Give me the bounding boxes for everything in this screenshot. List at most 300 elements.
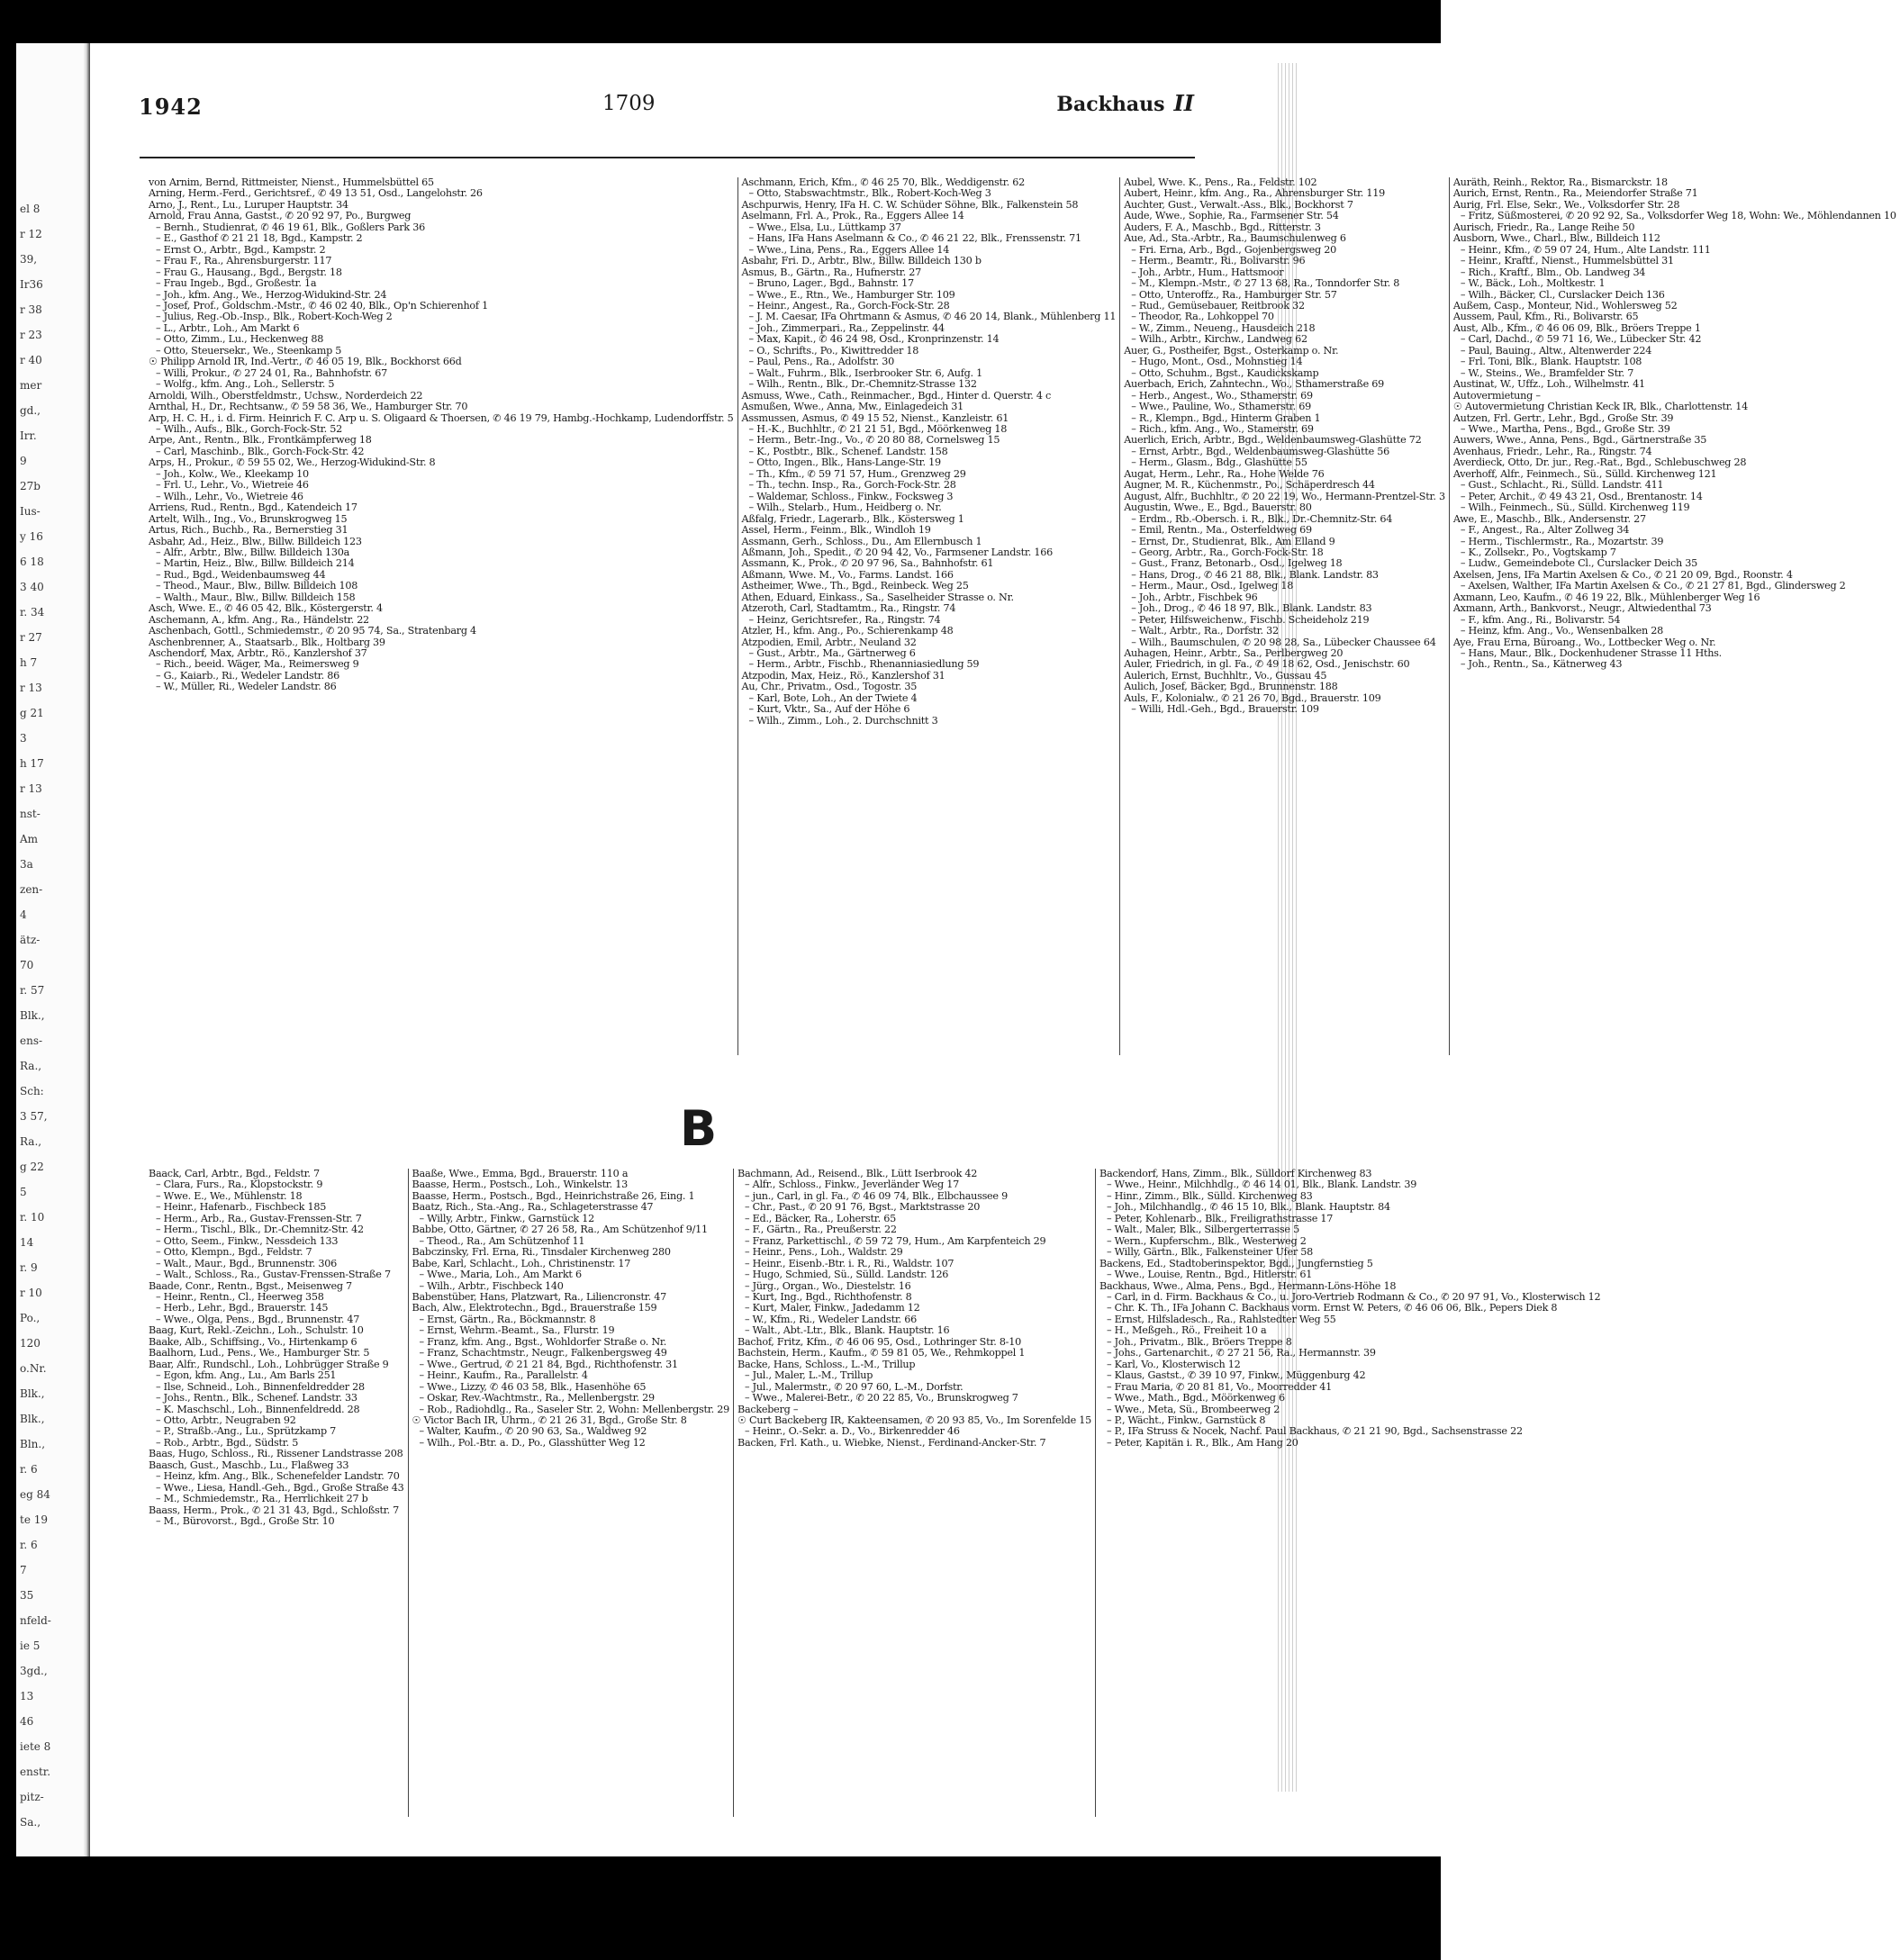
directory-entry: Baake, Alb., Schiffsing., Vo., Hirtenkamp 6 bbox=[149, 1335, 357, 1348]
directory-entry: – Chr. K. Th., IFa Johann C. Backhaus vorm. Ernst W. Peters, ✆ 46 06 06, Blk., Pepers Diek 8 bbox=[1106, 1302, 1558, 1314]
page-header bbox=[58, 90, 1194, 126]
directory-entry: – Otto, Ingen., Blk., Hans-Lange-Str. 19 bbox=[748, 456, 941, 469]
directory-entry: Auchter, Gust., Verwalt.-Ass., Blk., Bockhorst 7 bbox=[1124, 198, 1353, 211]
directory-entry: – Wilh., Stelarb., Hum., Heidberg o. Nr. bbox=[748, 501, 942, 514]
directory-entry: Baar, Alfr., Rundschl., Loh., Lohbrügger Straße 9 bbox=[149, 1358, 389, 1370]
directory-entry: – Walt., Maler, Blk., Silbergerterrasse 5 bbox=[1106, 1224, 1299, 1236]
directory-entry: – Rud., Gemüsebauer, Reitbrook 32 bbox=[1131, 299, 1305, 312]
directory-entry: Arpe, Ant., Rentn., Blk., Frontkämpferweg 18 bbox=[149, 434, 372, 447]
directory-entry: Babe, Karl, Schlacht., Loh., Christinenstr. 17 bbox=[412, 1257, 631, 1269]
directory-entry: Aubert, Heinr., kfm. Ang., Ra., Ahrensburger Str. 119 bbox=[1124, 187, 1386, 200]
directory-entry: Asmus, B., Gärtn., Ra., Hufnerstr. 27 bbox=[741, 266, 921, 278]
directory-entry: – K., Postbtr., Blk., Schenef. Landstr. 158 bbox=[748, 445, 948, 457]
directory-entry: Assmann, Gerh., Schloss., Du., Am Ellernbusch 1 bbox=[741, 535, 982, 547]
directory-entry: – Herm., Arbtr., Fischb., Rhenanniasiedlung 59 bbox=[748, 658, 980, 671]
directory-entry: – Wwe., Lizzy, ✆ 46 03 58, Blk., Hasenhöhe 65 bbox=[419, 1380, 647, 1393]
directory-entry: – Johs., Rentn., Blk., Schenef. Landstr. 33 bbox=[156, 1392, 357, 1405]
directory-entry: – Joh., Zimmerpari., Ra., Zeppelinstr. 44 bbox=[748, 321, 945, 334]
facing-page-fragment: r 40 bbox=[20, 354, 42, 366]
directory-entry: – Wilh., Aufs., Blk., Gorch-Fock-Str. 52 bbox=[156, 422, 342, 435]
facing-page-fragment: r 13 bbox=[20, 682, 42, 694]
directory-entry: Astheimer, Wwe., Th., Bgd., Reinbeck. Weg 25 bbox=[741, 580, 969, 592]
directory-entry: – Ernst, Gärtn., Ra., Böckmannstr. 8 bbox=[419, 1313, 596, 1325]
directory-entry: – Willi, Hdl.-Geh., Bgd., Brauerstr. 109 bbox=[1131, 703, 1319, 716]
directory-entry: Aßmann, Joh., Spedit., ✆ 20 94 42, Vo., Farmsener Landstr. 166 bbox=[741, 546, 1053, 558]
facing-page-fragment: o.Nr. bbox=[20, 1362, 47, 1375]
directory-entry: – M., Schmiedemstr., Ra., Herrlichkeit 27 b bbox=[156, 1493, 368, 1505]
directory-entry: – Bernh., Studienrat, ✆ 46 19 61, Blk., Goßlers Park 36 bbox=[156, 221, 425, 233]
directory-entry: – Wwe., Lina, Pens., Ra., Eggers Allee 14 bbox=[748, 243, 950, 256]
directory-entry: – Otto, Seem., Finkw., Nessdeich 133 bbox=[156, 1234, 339, 1247]
directory-entry: Baade, Conr., Rentn., Bgst., Meisenweg 7 bbox=[149, 1279, 352, 1292]
directory-entry: – Walt., Abt.-Ltr., Blk., Blank. Hauptstr. 16 bbox=[744, 1324, 950, 1337]
directory-entry: Auerbach, Erich, Zahntechn., Wo., Sthamerstraße 69 bbox=[1124, 378, 1385, 391]
directory-entry: – Paul, Pens., Ra., Adolfstr. 30 bbox=[748, 356, 894, 368]
directory-entry: – Walth., Maur., Blw., Billw. Billdeich 158 bbox=[156, 591, 356, 603]
directory-entry: – Rob., Radiohdlg., Ra., Saseler Str. 2, Wohn: Mellenbergstr. 29 bbox=[419, 1403, 729, 1415]
directory-entry: – Jul., Malermstr., ✆ 20 97 60, L.-M., Dorfstr. bbox=[744, 1380, 964, 1393]
facing-page-fragment: Sa., bbox=[20, 1816, 41, 1829]
directory-entry: – Heinr., Kraftf., Nienst., Hummelsbüttel 31 bbox=[1460, 255, 1674, 267]
directory-entry: – Chr., Past., ✆ 20 91 76, Bgst., Marktstrasse 20 bbox=[744, 1201, 981, 1214]
directory-entry: Backeberg – bbox=[737, 1403, 799, 1415]
directory-entry: Aßmann, Wwe. M., Vo., Farms. Landst. 166 bbox=[741, 568, 954, 581]
directory-entry: – Ernst, Dr., Studienrat, Blk., Am Elland 9 bbox=[1131, 535, 1335, 547]
directory-entry: – F., Gärtn., Ra., Preußerstr. 22 bbox=[744, 1224, 897, 1236]
facing-page-fragment: 3gd., bbox=[20, 1665, 48, 1677]
directory-entry: – Wwe., E., Rtn., We., Hamburger Str. 109 bbox=[748, 288, 955, 301]
directory-entry: – Hinr., Zimm., Blk., Sülld. Kirchenweg 83 bbox=[1106, 1189, 1313, 1202]
directory-entry: Asmuss, Wwe., Cath., Reinmacher., Bgd., Hinter d. Querstr. 4 c bbox=[741, 389, 1052, 402]
directory-entry: – Joh., Rentn., Sa., Kätnerweg 43 bbox=[1460, 658, 1623, 671]
facing-page-fragment: r 10 bbox=[20, 1287, 42, 1299]
directory-entry: Auer, G., Postheifer, Bgst., Osterkamp o. Nr. bbox=[1124, 344, 1339, 357]
directory-entry: von Arnim, Bernd, Rittmeister, Nienst., Hummelsbüttel 65 bbox=[149, 176, 434, 188]
directory-entry: Arnold, Frau Anna, Gastst., ✆ 20 92 97, Po., Burgweg bbox=[149, 210, 412, 222]
directory-entry: – K., Zollsekr., Po., Vogtskamp 7 bbox=[1460, 546, 1616, 558]
directory-entry: Bachmann, Ad., Reisend., Blk., Lütt Iserbrook 42 bbox=[737, 1168, 978, 1179]
directory-entry: Aschpurwis, Henry, IFa H. C. W. Schüder Söhne, Blk., Falkenstein 58 bbox=[741, 198, 1079, 211]
directory-entry: – Frau G., Hausang., Bgd., Bergstr. 18 bbox=[156, 266, 342, 278]
header-section bbox=[1056, 90, 1194, 116]
directory-entry: – Frau Maria, ✆ 20 81 81, Vo., Moorredder 41 bbox=[1106, 1380, 1332, 1393]
directory-entry: Axmann, Arth., Bankvorst., Neugr., Altwiedenthal 73 bbox=[1452, 602, 1712, 615]
directory-entry: – Axelsen, Walther, IFa Martin Axelsen & Co., ✆ 21 27 81, Bgd., Glindersweg 2 bbox=[1460, 580, 1846, 592]
directory-entry: – Otto, Steuersekr., We., Steenkamp 5 bbox=[156, 344, 342, 357]
directory-entry: – Wwe., Gertrud, ✆ 21 21 84, Bgd., Richthofenstr. 31 bbox=[419, 1358, 678, 1370]
directory-entry: Aude, Wwe., Sophie, Ra., Farmsener Str. 54 bbox=[1124, 210, 1339, 222]
facing-page-fragment: 6 18 bbox=[20, 555, 44, 568]
directory-entry: – Wilh., Bäcker, Cl., Curslacker Deich 136 bbox=[1460, 288, 1665, 301]
directory-entry: – Otto, Schuhm., Bgst., Kaudickskamp bbox=[1131, 366, 1319, 379]
directory-entry: – M., Bürovorst., Bgd., Große Str. 10 bbox=[156, 1515, 335, 1528]
directory-entry: ☉ Victor Bach IR, Uhrm., ✆ 21 26 31, Bgd., Große Str. 8 bbox=[412, 1414, 687, 1426]
directory-entry: – Jul., Maler, L.-M., Trillup bbox=[744, 1369, 873, 1382]
directory-entry: – Wolfg., kfm. Ang., Loh., Sellerstr. 5 bbox=[156, 378, 335, 391]
directory-entry: Auler, Friedrich, in gl. Fa., ✆ 49 18 62, Osd., Jenischstr. 60 bbox=[1124, 658, 1410, 671]
directory-entry: – Herm., Tischl., Blk., Dr.-Chemnitz-Str. 42 bbox=[156, 1224, 364, 1236]
directory-entry: Bach, Alw., Elektrotechn., Bgd., Brauerstraße 159 bbox=[412, 1302, 657, 1314]
facing-page-fragment: 3a bbox=[20, 858, 33, 871]
directory-entry: – Klaus, Gastst., ✆ 39 10 97, Finkw., Müggenburg 42 bbox=[1106, 1369, 1366, 1382]
directory-entry: – Julius, Reg.-Ob.-Insp., Blk., Robert-Koch-Weg 2 bbox=[156, 311, 393, 323]
directory-entry: – Theod., Ra., Am Schützenhof 11 bbox=[419, 1234, 585, 1247]
directory-entry: – Frl. Toni, Blk., Blank. Hauptstr. 108 bbox=[1460, 356, 1642, 368]
facing-page-fragment: r. 9 bbox=[20, 1261, 38, 1274]
directory-entry: – Rud., Bgd., Weidenbaumsweg 44 bbox=[156, 568, 326, 581]
directory-entry: – O., Schrifts., Po., Kiwittredder 18 bbox=[748, 344, 919, 357]
directory-entry: – Josef, Prof., Goldschm.-Mstr., ✆ 46 02 40, Blk., Op'n Schierenhof 1 bbox=[156, 299, 488, 312]
scanner-border-bottom bbox=[0, 1856, 1441, 1960]
directory-entry: Auräth, Reinh., Rektor, Ra., Bismarckstr. 18 bbox=[1452, 176, 1668, 188]
directory-entry: ☉ Philipp Arnold IR, Ind.-Vertr., ✆ 46 05 19, Blk., Bockhorst 66d bbox=[149, 356, 462, 368]
entry-column-3 bbox=[733, 1169, 1095, 1817]
directory-entry: Auhagen, Heinr., Arbtr., Sa., Perlbergweg 20 bbox=[1124, 647, 1344, 660]
directory-entry: ☉ Curt Backeberg IR, Kakteensamen, ✆ 20 93 85, Vo., Im Sorenfelde 15 bbox=[737, 1414, 1091, 1426]
directory-entry: – L., Arbtr., Loh., Am Markt 6 bbox=[156, 321, 300, 334]
directory-entry: – Otto, Stabswachtmstr., Blk., Robert-Koch-Weg 3 bbox=[748, 187, 991, 200]
directory-entry: Arnoldi, Wilh., Oberstfeldmstr., Uchsw., Norderdeich 22 bbox=[149, 389, 423, 402]
directory-entry: Baasch, Gust., Maschb., Lu., Flaßweg 33 bbox=[149, 1459, 349, 1471]
directory-entry: Aust, Alb., Kfm., ✆ 46 06 09, Blk., Bröers Treppe 1 bbox=[1452, 321, 1701, 334]
facing-page-fragment: Ir36 bbox=[20, 278, 43, 291]
directory-entry: Aßfalg, Friedr., Lagerarb., Blk., Köstersweg 1 bbox=[741, 512, 964, 525]
directory-entry: Aulich, Josef, Bäcker, Bgd., Brunnenstr. 188 bbox=[1124, 681, 1338, 693]
facing-page-fragment: Irr. bbox=[20, 429, 37, 442]
facing-page-fragment: 13 bbox=[20, 1690, 34, 1703]
directory-entry: Baatz, Rich., Sta.-Ang., Ra., Schlageterstrasse 47 bbox=[412, 1201, 654, 1214]
directory-entry: Babenstüber, Hans, Platzwart, Ra., Liliencronstr. 47 bbox=[412, 1290, 666, 1303]
directory-entry: Avenhaus, Friedr., Lehr., Ra., Ringstr. 74 bbox=[1452, 445, 1652, 457]
directory-entry: – Joh., Privatm., Blk., Bröers Treppe 8 bbox=[1106, 1335, 1292, 1348]
directory-entry: – Th., Kfm., ✆ 59 71 57, Hum., Grenzweg 29 bbox=[748, 467, 966, 480]
directory-entry: Atzpodin, Max, Heiz., Rö., Kanzlershof 31 bbox=[741, 669, 945, 682]
directory-entry: – Johs., Gartenarchit., ✆ 27 21 56, Ra., Hermannstr. 39 bbox=[1106, 1347, 1376, 1359]
directory-entry: – Joh., Arbtr., Fischbek 96 bbox=[1131, 591, 1258, 603]
directory-entry: – G., Kaiarb., Ri., Wedeler Landstr. 86 bbox=[156, 669, 339, 682]
directory-entry: – Heinz, kfm. Ang., Blk., Schenefelder Landstr. 70 bbox=[156, 1470, 400, 1483]
facing-page-fragment: g 22 bbox=[20, 1161, 44, 1173]
directory-entry: – Rich., kfm. Ang., Wo., Stamerstr. 69 bbox=[1131, 422, 1314, 435]
directory-entry: – Hugo, Schmied, Sü., Sülld. Landstr. 126 bbox=[744, 1269, 949, 1281]
facing-page-fragment: mer bbox=[20, 379, 42, 392]
section-letter: B bbox=[680, 1100, 718, 1157]
directory-entry: – Heinr., Kaufm., Ra., Parallelstr. 4 bbox=[419, 1369, 588, 1382]
directory-entry: – Erdm., Rb.-Obersch. i. R., Blk., Dr.-Chemnitz-Str. 64 bbox=[1131, 512, 1393, 525]
facing-page-fragment: 46 bbox=[20, 1715, 34, 1728]
directory-entry: Aselmann, Frl. A., Prok., Ra., Eggers Allee 14 bbox=[741, 210, 964, 222]
directory-entry: Außem, Casp., Monteur, Nid., Wohlersweg 52 bbox=[1452, 299, 1678, 312]
directory-entry: – Wwe., Liesa, Handl.-Geh., Bgd., Große Straße 43 bbox=[156, 1481, 404, 1494]
directory-entry: – Frau F., Ra., Ahrensburgerstr. 117 bbox=[156, 255, 332, 267]
directory-entry: – Kurt, Ing., Bgd., Richthofenstr. 8 bbox=[744, 1290, 912, 1303]
directory-entry: – H., Meßgeh., Rö., Freiheit 10 a bbox=[1106, 1324, 1267, 1337]
directory-entry: Assmann, K., Prok., ✆ 20 97 96, Sa., Bahnhofstr. 61 bbox=[741, 557, 994, 570]
facing-page-fragment: nst- bbox=[20, 808, 41, 820]
facing-page-fragment: r. 34 bbox=[20, 606, 45, 619]
directory-entry: – Ernst, Arbtr., Bgd., Weldenbaumsweg-Glashütte 56 bbox=[1131, 445, 1390, 457]
directory-entry: – Peter, Archit., ✆ 49 43 21, Osd., Brentanostr. 14 bbox=[1460, 490, 1703, 502]
directory-entry: – Heinz, kfm. Ang., Vo., Wensenbalken 28 bbox=[1460, 625, 1663, 637]
directory-entry: – Joh., Arbtr., Hum., Hattsmoor bbox=[1131, 266, 1284, 278]
facing-page-fragment: r. 10 bbox=[20, 1211, 45, 1224]
directory-entry: – Martin, Heiz., Blw., Billw. Billdeich 214 bbox=[156, 557, 355, 570]
directory-entry: Aschendorf, Max, Arbtr., Rö., Kanzlershof 37 bbox=[149, 647, 367, 660]
directory-entry: – E., Gasthof ✆ 21 21 18, Bgd., Kampstr. 2 bbox=[156, 232, 363, 245]
directory-entry: – Herm., Betr.-Ing., Vo., ✆ 20 80 88, Cornelsweg 15 bbox=[748, 434, 1000, 447]
directory-entry: Arning, Herm.-Ferd., Gerichtsref., ✆ 49 13 51, Osd., Langelohstr. 26 bbox=[149, 187, 483, 200]
directory-entry: – Hugo, Mont., Osd., Mohnstieg 14 bbox=[1131, 356, 1303, 368]
facing-page-fragment: nfeld- bbox=[20, 1614, 51, 1627]
directory-entry: – Joh., kfm. Ang., We., Herzog-Widukind-Str. 24 bbox=[156, 288, 387, 301]
directory-entry: – Paul, Bauing., Altw., Altenwerder 224 bbox=[1460, 344, 1652, 357]
facing-page-fragment: zen- bbox=[20, 883, 43, 896]
facing-page-fragment: Am bbox=[20, 833, 39, 845]
directory-entry: – Karl, Bote, Loh., An der Twiete 4 bbox=[748, 691, 918, 704]
facing-page-fragment: 35 bbox=[20, 1589, 34, 1602]
directory-entry: – Carl, in d. Firm. Backhaus & Co., u. Joro-Vertrieb Rodmann & Co., ✆ 20 97 91, Vo., Klosterwisch 12 bbox=[1106, 1290, 1601, 1303]
directory-entry: Aulerich, Ernst, Buchhltr., Vo., Gussau 45 bbox=[1124, 669, 1327, 682]
directory-entry: – Carl, Dachd., ✆ 59 71 16, We., Lübecker Str. 42 bbox=[1460, 333, 1702, 346]
directory-entry: – Wwe., Math., Bgd., Möörkenweg 6 bbox=[1106, 1392, 1285, 1405]
directory-entry: – F., kfm. Ang., Ri., Bolivarstr. 54 bbox=[1460, 613, 1621, 626]
directory-entry: Auwers, Wwe., Anna, Pens., Bgd., Gärtnerstraße 35 bbox=[1452, 434, 1707, 447]
directory-entry: – Ernst O., Arbtr., Bgd., Kampstr. 2 bbox=[156, 243, 326, 256]
directory-entry: Asbahr, Ad., Heiz., Blw., Billw. Billdeich 123 bbox=[149, 535, 362, 547]
facing-page-fragment: Ra., bbox=[20, 1135, 42, 1148]
directory-entry: – Karl, Vo., Klosterwisch 12 bbox=[1106, 1358, 1241, 1370]
directory-entry: Babczinsky, Frl. Erna, Ri., Tinsdaler Kirchenweg 280 bbox=[412, 1246, 671, 1259]
directory-entry: – Gust., Franz, Betonarb., Osd., Igelweg 18 bbox=[1131, 557, 1343, 570]
directory-entry: – Heinr., Hafenarb., Fischbeck 185 bbox=[156, 1201, 327, 1214]
directory-entry: – Walt., Maur., Bgd., Brunnenstr. 306 bbox=[156, 1257, 337, 1269]
directory-entry: Baack, Carl, Arbtr., Bgd., Feldstr. 7 bbox=[149, 1168, 320, 1179]
facing-page-fragment: Ra., bbox=[20, 1060, 42, 1072]
directory-entry: – Joh., Drog., ✆ 46 18 97, Blk., Blank. Landstr. 83 bbox=[1131, 602, 1372, 615]
directory-entry: Asmußen, Wwe., Anna, Mw., Einlagedeich 31 bbox=[741, 401, 964, 413]
directory-entry: – Herm., Maur., Osd., Igelweg 18 bbox=[1131, 580, 1294, 592]
directory-entry: – Wwe. E., We., Mühlenstr. 18 bbox=[156, 1189, 303, 1202]
directory-entry: Augustin, Wwe., E., Bgd., Bauerstr. 80 bbox=[1124, 501, 1312, 514]
directory-entry: Backhaus, Wwe., Alma, Pens., Bgd., Hermann-Löns-Höhe 18 bbox=[1099, 1279, 1397, 1292]
directory-entry: Aschemann, A., kfm. Ang., Ra., Händelstr. 22 bbox=[149, 613, 369, 626]
directory-entry: – Rich., Kraftf., Blm., Ob. Landweg 34 bbox=[1460, 266, 1646, 278]
facing-page-fragment: ätz- bbox=[20, 934, 41, 946]
directory-entry: Auls, F., Kolonialw., ✆ 21 26 70, Bgd., Brauerstr. 109 bbox=[1124, 691, 1381, 704]
entry-column-2 bbox=[737, 177, 1120, 1055]
directory-entry: – Wilh., Baumschulen, ✆ 20 98 28, Sa., Lübecker Chaussee 64 bbox=[1131, 636, 1436, 648]
header-section-title: Backhaus bbox=[1056, 93, 1165, 116]
directory-entry: – Fri. Erna, Arb., Bgd., Gojenbergsweg 20 bbox=[1131, 243, 1337, 256]
directory-entry: Baaße, Wwe., Emma, Bgd., Brauerstr. 110 a bbox=[412, 1168, 629, 1179]
entries-block-top bbox=[145, 176, 1896, 1055]
facing-page-fragment: enstr. bbox=[20, 1766, 51, 1778]
directory-entry: – Rich., beeid. Wäger, Ma., Reimersweg 9 bbox=[156, 658, 359, 671]
directory-entry: – Wwe., Heinr., Milchhdlg., ✆ 46 14 01, Blk., Blank. Landstr. 39 bbox=[1106, 1179, 1417, 1191]
directory-entry: – H.-K., Buchhltr., ✆ 21 21 51, Bgd., Möörkenweg 18 bbox=[748, 422, 1008, 435]
directory-entry: – Carl, Maschinb., Blk., Gorch-Fock-Str. 42 bbox=[156, 445, 365, 457]
directory-entry: August, Alfr., Buchhltr., ✆ 20 22 19, Wo., Hermann-Prentzel-Str. 3 bbox=[1124, 490, 1445, 502]
facing-page-fragment: iete 8 bbox=[20, 1740, 51, 1753]
directory-entry: – Th., techn. Insp., Ra., Gorch-Fock-Str. 28 bbox=[748, 479, 956, 492]
directory-entry: – Willy, Gärtn., Blk., Falkensteiner Ufer 58 bbox=[1106, 1246, 1314, 1259]
directory-entry: – P., Wächt., Finkw., Garnstück 8 bbox=[1106, 1414, 1266, 1426]
directory-entry: Awe, E., Maschb., Blk., Andersenstr. 27 bbox=[1452, 512, 1646, 525]
directory-entry: – Heinr., Kfm., ✆ 59 07 24, Hum., Alte Landstr. 111 bbox=[1460, 243, 1711, 256]
directory-entry: – Otto, Arbtr., Neugraben 92 bbox=[156, 1414, 296, 1426]
directory-entry: – Herb., Lehr., Bgd., Brauerstr. 145 bbox=[156, 1302, 329, 1314]
directory-entry: – Egon, kfm. Ang., Lu., Am Barls 251 bbox=[156, 1369, 337, 1382]
directory-entry: – Ilse, Schneid., Loh., Binnenfeldredder 28 bbox=[156, 1380, 365, 1393]
directory-entry: – Frau Ingeb., Bgd., Großestr. 1a bbox=[156, 277, 317, 290]
directory-entry: – P., IFa Struss & Nocek, Nachf. Paul Backhaus, ✆ 21 21 90, Bgd., Sachsenstrasse 22 bbox=[1106, 1425, 1523, 1438]
directory-entry: – R., Klempn., Bgd., Hinterm Graben 1 bbox=[1131, 411, 1321, 424]
facing-page-fragment: Po., bbox=[20, 1312, 41, 1324]
directory-entry: – Hans, Drog., ✆ 46 21 88, Blk., Blank. Landstr. 83 bbox=[1131, 568, 1379, 581]
directory-entry: – Herm., Beamtr., Ri., Bolivarstr. 96 bbox=[1131, 255, 1306, 267]
directory-entry: – Wilh., Feinmech., Sü., Sülld. Kirchenweg 119 bbox=[1460, 501, 1690, 514]
directory-entry: – W., Zimm., Neueng., Hausdeich 218 bbox=[1131, 321, 1316, 334]
directory-entry: – Walt., Fuhrm., Blk., Iserbrooker Str. 6, Aufg. 1 bbox=[748, 366, 983, 379]
header-rule bbox=[140, 157, 1195, 158]
directory-entry: – Heinr., O.-Sekr. a. D., Vo., Birkenredder 46 bbox=[744, 1425, 960, 1438]
directory-entry: Assel, Herm., Feinm., Blk., Windloh 19 bbox=[741, 524, 931, 537]
directory-entry: Arp, H. C. H., i. d. Firm. Heinrich F. C. Arp u. S. Oligaard & Thoersen, ✆ 46 19 79, Hambg.-Hochkamp, Ludendorffstr. 5 bbox=[149, 411, 734, 424]
directory-entry: – Otto, Klempn., Bgd., Feldstr. 7 bbox=[156, 1246, 312, 1259]
directory-entry: – Hans, Maur., Blk., Dockenhudener Strasse 11 Hths. bbox=[1460, 647, 1722, 660]
directory-entry: – Heinr., Rentn., Cl., Heerweg 358 bbox=[156, 1290, 324, 1303]
directory-entry: Aurich, Ernst, Rentn., Ra., Meiendorfer Straße 71 bbox=[1452, 187, 1698, 200]
directory-entry: – Ed., Bäcker, Ra., Loherstr. 65 bbox=[744, 1212, 896, 1224]
directory-entry: Arriens, Rud., Rentn., Bgd., Katendeich 17 bbox=[149, 501, 357, 514]
facing-page-fragment: r 27 bbox=[20, 631, 42, 644]
directory-entry: – Oskar, Rev.-Wachtmstr., Ra., Mellenbergstr. 29 bbox=[419, 1392, 655, 1405]
directory-entry: – Franz, Parkettischl., ✆ 59 72 79, Hum., Am Karpfenteich 29 bbox=[744, 1234, 1046, 1247]
directory-entry: Aubel, Wwe. K., Pens., Ra., Feldstr. 102 bbox=[1124, 176, 1317, 188]
directory-entry: – W., Bäck., Loh., Moltkestr. 1 bbox=[1460, 277, 1606, 290]
directory-entry: Aue, Ad., Sta.-Arbtr., Ra., Baumschulenweg 6 bbox=[1124, 232, 1346, 245]
directory-entry: Augner, M. R., Küchenmstr., Po., Schäperdresch 44 bbox=[1124, 479, 1375, 492]
facing-page-fragment: h 17 bbox=[20, 757, 44, 770]
book-gutter bbox=[83, 43, 90, 1856]
facing-page-fragment: te 19 bbox=[20, 1513, 49, 1526]
directory-entry: – Wilh., Pol.-Btr. a. D., Po., Glasshütter Weg 12 bbox=[419, 1436, 646, 1449]
directory-entry: Arps, H., Prokur., ✆ 59 55 02, We., Herzog-Widukind-Str. 8 bbox=[149, 456, 436, 469]
directory-entry: Bachstein, Herm., Kaufm., ✆ 59 81 05, We., Rehmkoppel 1 bbox=[737, 1347, 1026, 1359]
facing-page-fragment: 3 bbox=[20, 732, 27, 745]
directory-entry: Baasse, Herm., Postsch., Loh., Winkelstr. 13 bbox=[412, 1179, 629, 1191]
directory-entry: Baag, Kurt, Rekl.-Zeichn., Loh., Schulstr. 10 bbox=[149, 1324, 364, 1337]
facing-page-fragment: Bln., bbox=[20, 1438, 46, 1450]
facing-page-fragment: 27b bbox=[20, 480, 41, 492]
facing-page-fragment: r 38 bbox=[20, 303, 42, 316]
directory-entry: – Herm., Tischlermstr., Ra., Mozartstr. 39 bbox=[1460, 535, 1664, 547]
directory-entry: Arno, J., Rent., Lu., Luruper Hauptstr. 34 bbox=[149, 198, 348, 211]
entry-column-3 bbox=[1119, 177, 1449, 1055]
directory-entry: Axelsen, Jens, IFa Martin Axelsen & Co., ✆ 21 20 09, Bgd., Roonstr. 4 bbox=[1452, 568, 1793, 581]
facing-page-fragment: 3 57, bbox=[20, 1110, 48, 1123]
directory-entry: – Heinr., Angest., Ra., Gorch-Fock-Str. 28 bbox=[748, 299, 950, 312]
facing-page-fragment: r. 57 bbox=[20, 984, 45, 997]
facing-page-fragment: 70 bbox=[20, 959, 34, 971]
header-volume: II bbox=[1173, 90, 1194, 116]
directory-entry: Artelt, Wilh., Ing., Vo., Brunskrogweg 15 bbox=[149, 512, 348, 525]
directory-entry: Atzpodien, Emil, Arbtr., Neuland 32 bbox=[741, 636, 917, 648]
facing-page-fragment: el 8 bbox=[20, 203, 41, 215]
directory-entry: Austinat, W., Uffz., Loh., Wilhelmstr. 41 bbox=[1452, 378, 1645, 391]
directory-entry: – Otto, Zimm., Lu., Heckenweg 88 bbox=[156, 333, 324, 346]
directory-entry: – K. Maschschl., Loh., Binnenfeldredd. 28 bbox=[156, 1403, 360, 1415]
header-year: 1942 bbox=[139, 94, 203, 120]
directory-entry: Asch, Wwe. E., ✆ 46 05 42, Blk., Köstergerstr. 4 bbox=[149, 602, 383, 615]
directory-entry: – Alfr., Schloss., Finkw., Jeverländer Weg 17 bbox=[744, 1179, 959, 1191]
directory-entry: Auders, F. A., Maschb., Bgd., Ritterstr. 3 bbox=[1124, 221, 1321, 233]
directory-entry: – Frl. U., Lehr., Vo., Wietreie 46 bbox=[156, 479, 309, 492]
facing-page-fragment: 39, bbox=[20, 253, 38, 266]
directory-entry: – Wwe., Pauline, Wo., Sthamerstr. 69 bbox=[1131, 401, 1311, 413]
directory-entry: Autzen, Frl. Gertr., Lehr., Bgd., Große Str. 39 bbox=[1452, 411, 1674, 424]
directory-entry: Backen, Frl. Kath., u. Wiebke, Nienst., Ferdinand-Ancker-Str. 7 bbox=[737, 1436, 1046, 1449]
directory-entry: – Wilh., Zimm., Loh., 2. Durchschnitt 3 bbox=[748, 714, 938, 727]
facing-page-fragment: ie 5 bbox=[20, 1639, 41, 1652]
directory-entry: – Heinr., Eisenb.-Btr. i. R., Ri., Waldstr. 107 bbox=[744, 1257, 955, 1269]
directory-entry: – Wwe., Martha, Pens., Bgd., Große Str. 39 bbox=[1460, 422, 1670, 435]
directory-entry: Aussem, Paul, Kfm., Ri., Bolivarstr. 65 bbox=[1452, 311, 1639, 323]
directory-entry: – Heinr., Pens., Loh., Waldstr. 29 bbox=[744, 1246, 903, 1259]
entry-column-4 bbox=[1095, 1169, 1604, 1817]
directory-entry: – P., Straßb.-Ang., Lu., Sprützkamp 7 bbox=[156, 1425, 337, 1438]
directory-entry: – Jürg., Organ., Wo., Diestelstr. 16 bbox=[744, 1279, 911, 1292]
directory-entry: – Hans, IFa Hans Aselmann & Co., ✆ 46 21 22, Blk., Frenssenstr. 71 bbox=[748, 232, 1081, 245]
directory-entry: Auerlich, Erich, Arbtr., Bgd., Weldenbaumsweg-Glashütte 72 bbox=[1124, 434, 1422, 447]
directory-entry: Baasse, Herm., Postsch., Bgd., Heinrichstraße 26, Eing. 1 bbox=[412, 1189, 695, 1202]
entry-column-2 bbox=[408, 1169, 733, 1817]
directory-entry: – Joh., Kolw., We., Kleekamp 10 bbox=[156, 467, 309, 480]
directory-entry: Aschenbrenner, A., Staatsarb., Blk., Holtbarg 39 bbox=[149, 636, 385, 648]
directory-entry: – Willi, Prokur., ✆ 27 24 01, Ra., Bahnhofstr. 67 bbox=[156, 366, 387, 379]
header-page-number: 1709 bbox=[602, 92, 656, 115]
directory-entry: Averdieck, Otto, Dr. jur., Reg.-Rat., Bgd., Schlebuschweg 28 bbox=[1452, 456, 1747, 469]
directory-entry: Backens, Ed., Stadtoberinspektor, Bgd., Jungfernstieg 5 bbox=[1099, 1257, 1373, 1269]
directory-entry: – Peter, Kohlenarb., Blk., Freiligrathstrasse 17 bbox=[1106, 1212, 1334, 1224]
entry-column-1 bbox=[145, 177, 737, 1055]
directory-entry: – Kurt, Vktr., Sa., Auf der Höhe 6 bbox=[748, 703, 910, 716]
directory-entry: – Walt., Arbtr., Ra., Dorfstr. 32 bbox=[1131, 625, 1279, 637]
directory-entry: – jun., Carl, in gl. Fa., ✆ 46 09 74, Blk., Elbchaussee 9 bbox=[744, 1189, 1008, 1202]
directory-entry: – Rob., Arbtr., Bgd., Südstr. 5 bbox=[156, 1436, 299, 1449]
directory-entry: – M., Klempn.-Mstr., ✆ 27 13 68, Ra., Tonndorfer Str. 8 bbox=[1131, 277, 1400, 290]
directory-entry: – Ludw., Gemeindebote Cl., Curslacker Deich 35 bbox=[1460, 557, 1698, 570]
directory-entry: – Alfr., Arbtr., Blw., Billw. Billdeich 130a bbox=[156, 546, 350, 558]
directory-entry: Aurisch, Friedr., Ra., Lange Reihe 50 bbox=[1452, 221, 1635, 233]
directory-entry: – Otto, Unteroffz., Ra., Hamburger Str. 57 bbox=[1131, 288, 1337, 301]
directory-entry: Au, Chr., Privatm., Osd., Togostr. 35 bbox=[741, 681, 918, 693]
directory-entry: – Herb., Angest., Wo., Sthamerstr. 69 bbox=[1131, 389, 1313, 402]
directory-entry: Augat, Herm., Lehr., Ra., Hohe Welde 76 bbox=[1124, 467, 1325, 480]
directory-entry: Aschmann, Erich, Kfm., ✆ 46 25 70, Blk., Weddigenstr. 62 bbox=[741, 176, 1025, 188]
directory-entry: – Wilh., Rentn., Blk., Dr.-Chemnitz-Strasse 132 bbox=[748, 378, 977, 391]
directory-entry: – Fritz, Süßmosterei, ✆ 20 92 92, Sa., Volksdorfer Weg 18, Wohn: We., Möhlendannen 10 bbox=[1460, 210, 1896, 222]
facing-page-fragment: 4 bbox=[20, 908, 27, 921]
directory-entry: – W., Kfm., Ri., Wedeler Landstr. 66 bbox=[744, 1313, 918, 1325]
directory-entry: Ausborn, Wwe., Charl., Blw., Billdeich 112 bbox=[1452, 232, 1660, 245]
directory-entry: ☉ Autovermietung Christian Keck IR, Blk., Charlottenstr. 14 bbox=[1452, 401, 1748, 413]
facing-page-fragment: Ius- bbox=[20, 505, 41, 518]
directory-entry: Axmann, Leo, Kaufm., ✆ 46 19 22, Blk., Mühlenberger Weg 16 bbox=[1452, 591, 1760, 603]
entry-column-4 bbox=[1449, 177, 1900, 1055]
directory-entry: – Walter, Kaufm., ✆ 20 90 63, Sa., Waldweg 92 bbox=[419, 1425, 647, 1438]
facing-page-fragment: Blk., bbox=[20, 1413, 45, 1425]
